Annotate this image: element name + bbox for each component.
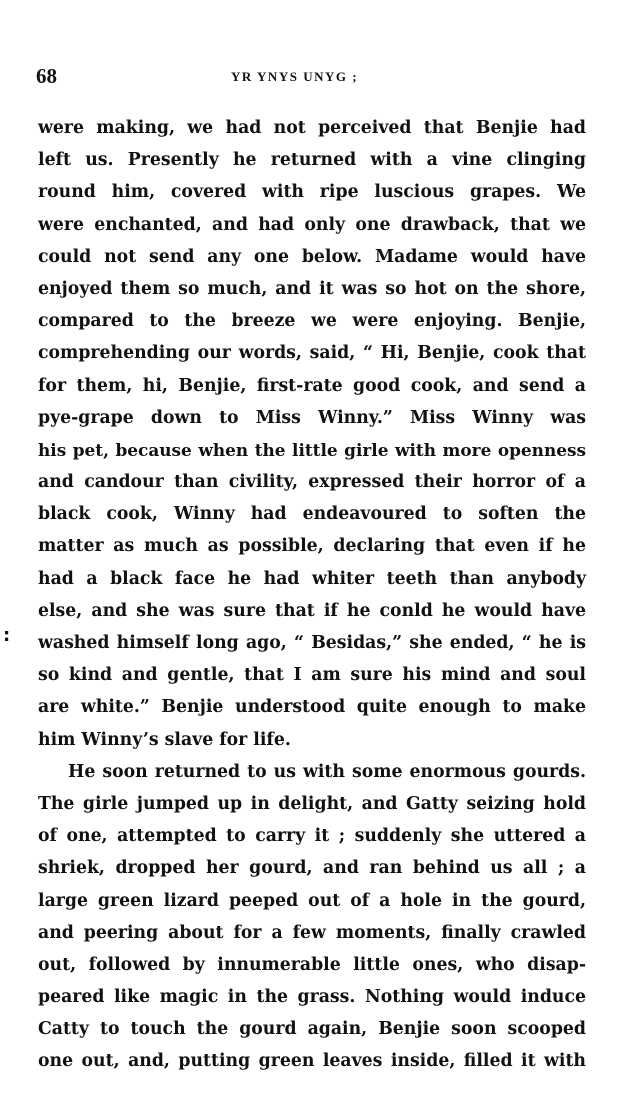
- text-line: of one, attempted to carry it ; suddenly she uttered a: [38, 826, 586, 847]
- body-text: [38, 112, 586, 1078]
- text-line: were enchanted, and had only one drawback, that we: [38, 214, 586, 235]
- text-line: are white.” Benjie understood quite enough to make: [38, 697, 586, 718]
- text-line: had a black face he had whiter teeth than anybody: [38, 568, 586, 589]
- running-title: YR YNYS UNYG ;: [231, 69, 359, 84]
- text-line: Catty to touch the gourd again, Benjie soon scooped: [38, 1019, 586, 1040]
- text-line: compared to the breeze we were enjoying. Benjie,: [38, 311, 586, 332]
- text-line: comprehending our words, said, “ Hi, Benjie, cook that: [38, 343, 586, 364]
- text-line: peared like magic in the grass. Nothing would induce: [38, 987, 586, 1008]
- text-line: and peering about for a few moments, finally crawled: [38, 922, 586, 943]
- page-header: [36, 64, 591, 94]
- paragraph-2: [38, 756, 586, 1078]
- text-line: were making, we had not perceived that Benjie had: [38, 118, 586, 138]
- text-line: He soon returned to us with some enormous gourds.: [68, 761, 586, 782]
- text-line: him Winny’s slave for life.: [38, 729, 291, 750]
- text-line: washed himself long ago, “ Besidas,” she ended, “ he is: [38, 633, 586, 653]
- margin-mark: :: [3, 625, 11, 646]
- text-line: his pet, because when the little girle with more openness: [38, 439, 586, 460]
- text-line: pye-grape down to Miss Winny.” Miss Winny was: [38, 407, 586, 428]
- text-line: could not send any one below. Madame would have: [38, 246, 586, 267]
- text-line: black cook, Winny had endeavoured to soften the: [38, 504, 586, 525]
- text-line: enjoyed them so much, and it was so hot on the shore,: [38, 278, 586, 299]
- paragraph-1: [38, 112, 586, 756]
- text-line: and candour than civility, expressed their horror of a: [38, 472, 586, 493]
- page-number: 68: [36, 64, 57, 88]
- text-line: large green lizard peeped out of a hole in the gourd,: [38, 890, 586, 911]
- text-line: else, and she was sure that if he conld he would have: [38, 600, 586, 621]
- text-line: one out, and, putting green leaves inside, filled it with: [38, 1051, 586, 1072]
- text-line: round him, covered with ripe luscious grapes. We: [38, 182, 586, 203]
- text-line: out, followed by innumerable little ones, who disap-: [38, 954, 586, 975]
- text-line: The girle jumped up in delight, and Gatty seizing hold: [38, 793, 586, 814]
- text-line: left us. Presently he returned with a vine clinging: [38, 150, 586, 171]
- text-line: shriek, dropped her gourd, and ran behind us all ; a: [38, 858, 586, 879]
- text-line: matter as much as possible, declaring that even if he: [38, 536, 586, 557]
- text-line: for them, hi, Benjie, first-rate good cook, and send a: [38, 375, 586, 396]
- text-line: so kind and gentle, that I am sure his mind and soul: [38, 665, 586, 686]
